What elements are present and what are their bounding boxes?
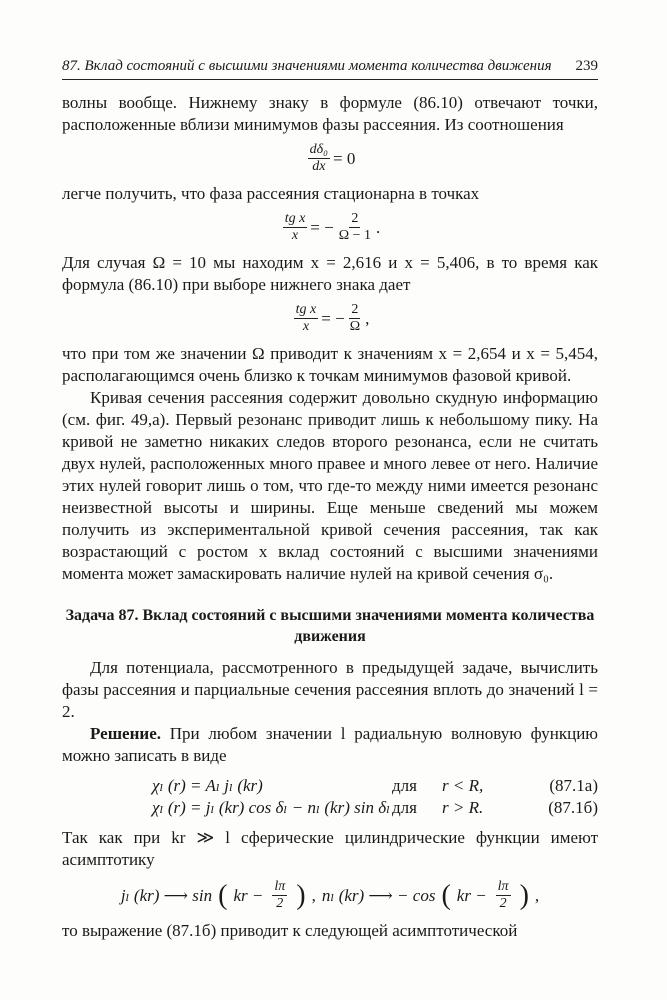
equation-ddelta: $\frac{\text{dδ₀}}{dx}$ = 0	[309, 142, 356, 174]
paragraph-1: волны вообще. Нижнему знаку в формуле (86.10) отвечают точки, расположенные вблизи минимумов фазы рассеяния. Из соотношения	[62, 93, 598, 134]
equation-tg-1: $\frac{\text{tg x}}{x}$ = − $\frac{2}{\Omega - 1}$ .	[284, 211, 381, 243]
running-header	[62, 58, 598, 80]
paragraph-5: Кривая сечения рассеяния содержит довольно скудную информацию (см. фиг. 49,а). Первый резонанс приводит лишь к небольшому пику. На кривой не заметно никаких следов второго резонанса, если не считать двух нулей, расположенных много правее и много левее от него. Наличие этих нулей говорит лишь о том, что где-то между ними имеется резонанс неизвестной высоты и ширины. Еще меньше сведений мы можем получить из экспериментальной кривой сечения рассеяния, так как возрастающий с ростом x вклад состояний с высшими значениями момента может замаскировать наличие нулей на кривой сечения σ₀.	[62, 388, 598, 583]
paragraph-4: что при том же значении Ω приводит к значениям x = 2,654 и x = 5,454, располагающимся очень близко к точкам минимумов фазовой кривой.	[62, 344, 598, 385]
paragraph-2: легче получить, что фаза рассеяния стационарна в точках	[62, 184, 480, 203]
solution-text: При любом значении l радиальную волновую функцию можно записать в виде	[62, 724, 598, 765]
fraction: $\frac{\text{dδ₀}}{dx}$	[309, 142, 329, 174]
paragraph-6: Для потенциала, рассмотренного в предыдущей задаче, вычислить фазы рассеяния и парциальные сечения рассеяния вплоть до значений l = 2.	[62, 658, 598, 721]
solution-label: Решение.	[90, 724, 161, 743]
equation-system	[62, 775, 598, 819]
paragraph-8: то выражение (87.1б) приводит к следующей асимптотической	[62, 921, 518, 940]
book-page	[62, 58, 598, 942]
page-number: 239	[575, 58, 598, 74]
paragraph-7: Так как при kr ≫ l сферические цилиндрические функции имеют асимптотику	[62, 828, 598, 869]
asymptotic-equation: jₗ (kr) ⟶ sin ( kr − $\frac{l\pi}{2}$ ) , nₗ (kr) ⟶ − cos ( kr − $\frac{l\pi}{2}$ ) ,	[120, 879, 540, 911]
problem-title: Задача 87. Вклад состояний с высшими значениями момента количества движения	[65, 607, 595, 645]
solution-paragraph	[62, 723, 598, 767]
header-title: 87. Вклад состояний с высшими значениями момента количества движения	[62, 58, 552, 74]
equation-row: χₗ (r) = Aₗ jₗ (kr) для r < R, (87.1a)	[152, 776, 598, 795]
equation-tg-2: $\frac{\text{tg x}}{x}$ = − $\frac{2}{\Omega}$ ,	[295, 302, 370, 334]
paragraph-3: Для случая Ω = 10 мы находим x = 2,616 и x = 5,406, в то время как формула (86.10) при выборе нижнего знака дает	[62, 253, 598, 294]
equation-row: χₗ (r) = jₗ (kr) cos δₗ − nₗ (kr) sin δₗ для r > R. (87.1б)	[152, 798, 598, 817]
